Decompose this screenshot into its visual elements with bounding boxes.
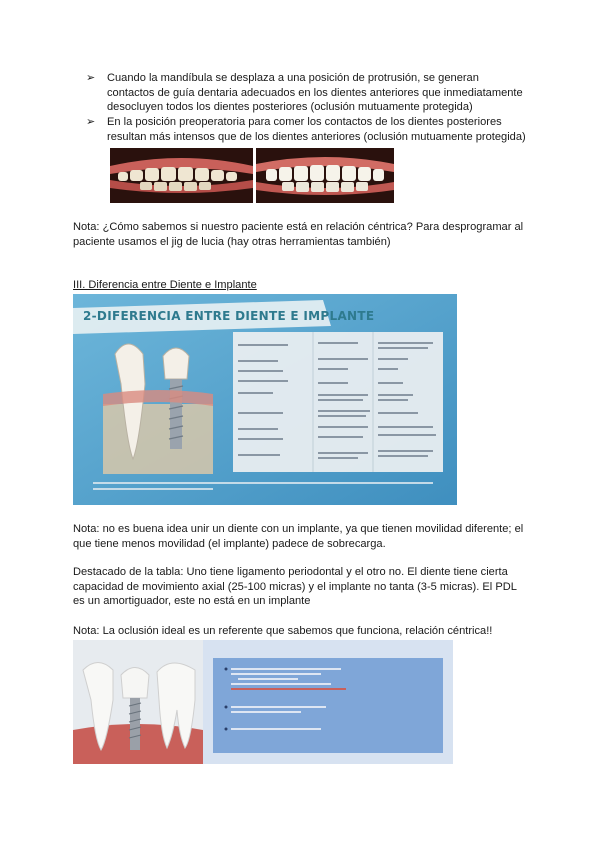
section-heading: III. Diferencia entre Diente e Implante bbox=[73, 279, 257, 291]
note-destacado-tabla bbox=[73, 565, 517, 609]
note-oclusion-ideal: Nota: La oclusión ideal es un referente que sabemos que funciona, relación céntrica!! bbox=[73, 625, 493, 637]
slide-oclusion-implante bbox=[73, 640, 453, 764]
bullet-2-line-2: resultan más intensos que de los dientes anteriores (oclusión mutuamente protegida) bbox=[107, 130, 526, 143]
note-2-line-2: que tiene menos movilidad (el implante) padece de sobrecarga. bbox=[73, 537, 386, 550]
bullet-1-line-1: Cuando la mandíbula se desplaza a una posición de protrusión, se generan bbox=[107, 72, 479, 84]
slide-diente-implante bbox=[73, 294, 457, 505]
bullet-2-text bbox=[107, 115, 526, 144]
note-3-line-2: capacidad de movimiento axial (25-100 micras) y el implante no tanta (3-5 micras). El PDL bbox=[73, 580, 517, 593]
bullet-arrow-2: ➢ bbox=[86, 116, 96, 128]
bullet-1-line-2: contactos de guía dentaria adecuados en los dientes anteriores que inmediatamente bbox=[107, 86, 523, 99]
note-3-line-1: Destacado de la tabla: Uno tiene ligamento periodontal y el otro no. El diente tiene cierta bbox=[73, 566, 508, 578]
note-2-line-1: Nota: no es buena idea unir un diente con un implante, ya que tienen movilidad diferente; el bbox=[73, 523, 524, 535]
bullet-arrow-1: ➢ bbox=[86, 72, 96, 84]
note-movilidad bbox=[73, 522, 523, 551]
teeth-photo-left bbox=[110, 148, 253, 203]
note-3-line-3: es un amortiguador, este no está en un implante bbox=[73, 595, 311, 608]
bullet-2-line-1: En la posición preoperatoria para comer los contactos de los dientes posteriores bbox=[107, 116, 502, 128]
bullet-1-line-3: desocluyen todos los dientes posteriores (oclusión mutuamente protegida) bbox=[107, 101, 473, 114]
teeth-photo-right bbox=[256, 148, 394, 203]
slide-1-title: 2-DIFERENCIA ENTRE DIENTE E IMPLANTE bbox=[83, 309, 375, 323]
bullet-1-text bbox=[107, 71, 523, 115]
note-1-line-2: paciente usamos el jig de lucia (hay otras herramientas también) bbox=[73, 235, 391, 248]
note-1-line-1: Nota: ¿Cómo sabemos si nuestro paciente está en relación céntrica? Para desprogramar al bbox=[73, 221, 524, 233]
note-jig-de-lucia bbox=[73, 220, 523, 249]
